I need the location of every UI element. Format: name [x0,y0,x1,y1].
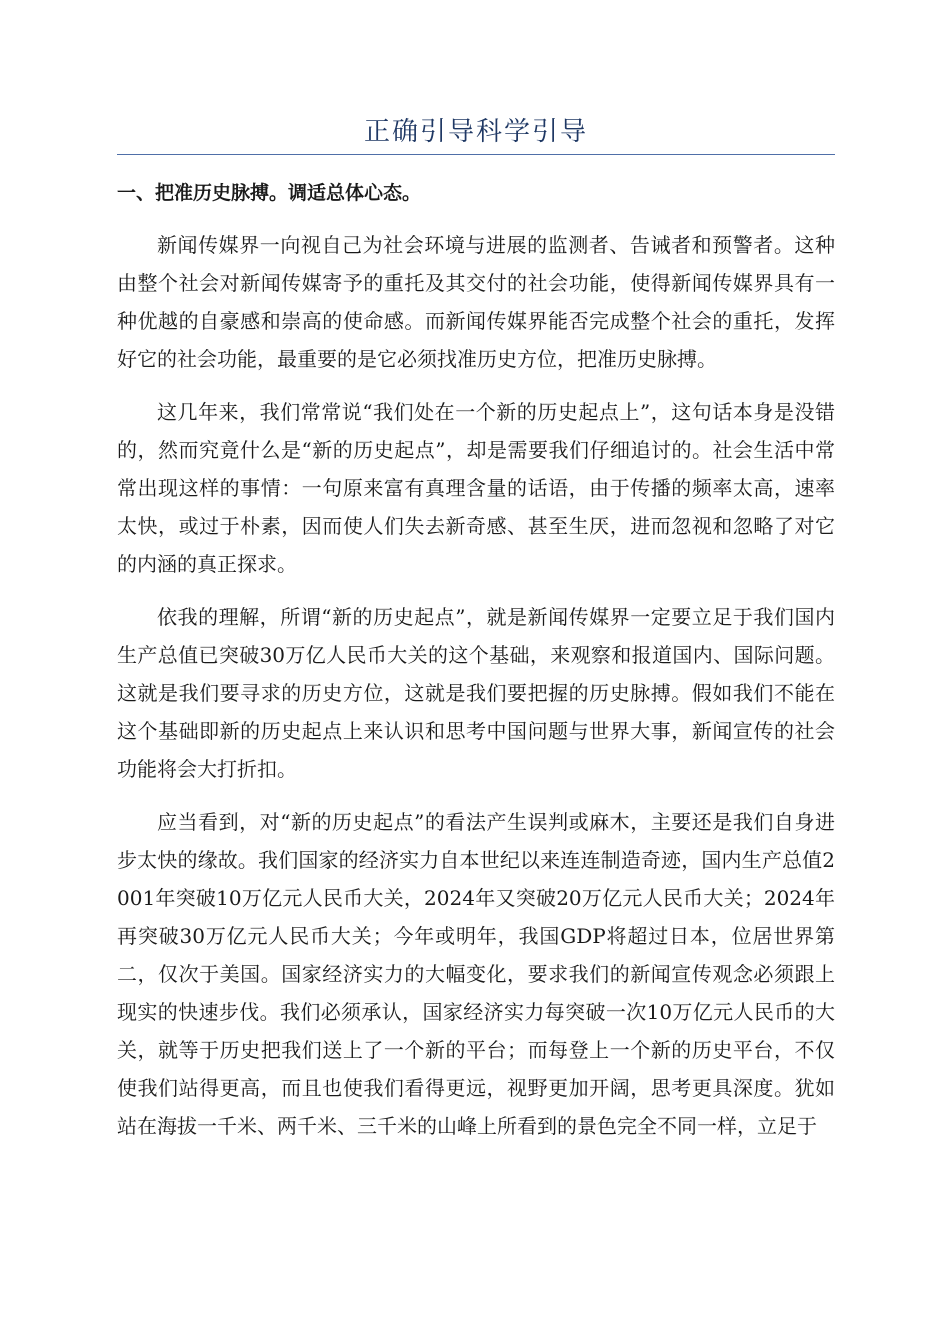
body-text [117,226,835,1145]
document-title: 正确引导科学引导 [363,117,588,147]
paragraph: 新闻传媒界一向视自己为社会环境与进展的监测者、告诫者和预警者。这种由整个社会对新闻传媒寄予的重托及其交付的社会功能，使得新闻传媒界具有一种优越的自豪感和崇高的使命感。而新闻传媒界能否完成整个社会的重托，发挥好它的社会功能，最重要的是它必须找准历史方位，把准历史脉搏。 [117,233,835,371]
title-underline [117,154,835,155]
paragraph: 这几年来，我们常常说“我们处在一个新的历史起点上”，这句话本身是没错的，然而究竟什么是“新的历史起点”，却是需要我们仔细追讨的。社会生活中常常出现这样的事情：一句原来富有真理含量的话语，由于传播的频率太高，速率太快，或过于朴素，因而使人们失去新奇感、甚至生厌，进而忽视和忽略了对它的内涵的真正探求。 [117,400,835,576]
section-heading: 一、把准历史脉搏。调适总体心态。 [117,182,422,204]
paragraph: 应当看到，对“新的历史起点”的看法产生误判或麻木，主要还是我们自身进步太快的缘故。我们国家的经济实力自本世纪以来连连制造奇迹，国内生产总值2001年突破10万亿元人民币大关，2024年又突破20万亿元人民币大关；2024年再突破30万亿元人民币大关；今年或明年，我国GDP将超过日本，位居世界第二，仅次于美国。国家经济实力的大幅变化，要求我们的新闻宣传观念必须跟上现实的快速步伐。我们必须承认，国家经济实力每突破一次10万亿元人民币的大关，就等于历史把我们送上了一个新的平台；而每登上一个新的历史平台，不仅使我们站得更高，而且也使我们看得更远，视野更加开阔，思考更具深度。犹如站在海拔一千米、两千米、三千米的山峰上所看到的景色完全不同一样，立足于 [117,810,835,1138]
paragraph: 依我的理解，所谓“新的历史起点”，就是新闻传媒界一定要立足于我们国内生产总值已突破30万亿人民币大关的这个基础，来观察和报道国内、国际问题。这就是我们要寻求的历史方位，这就是我们要把握的历史脉搏。假如我们不能在这个基础即新的历史起点上来认识和思考中国问题与世界大事，新闻宣传的社会功能将会大打折扣。 [117,605,835,781]
